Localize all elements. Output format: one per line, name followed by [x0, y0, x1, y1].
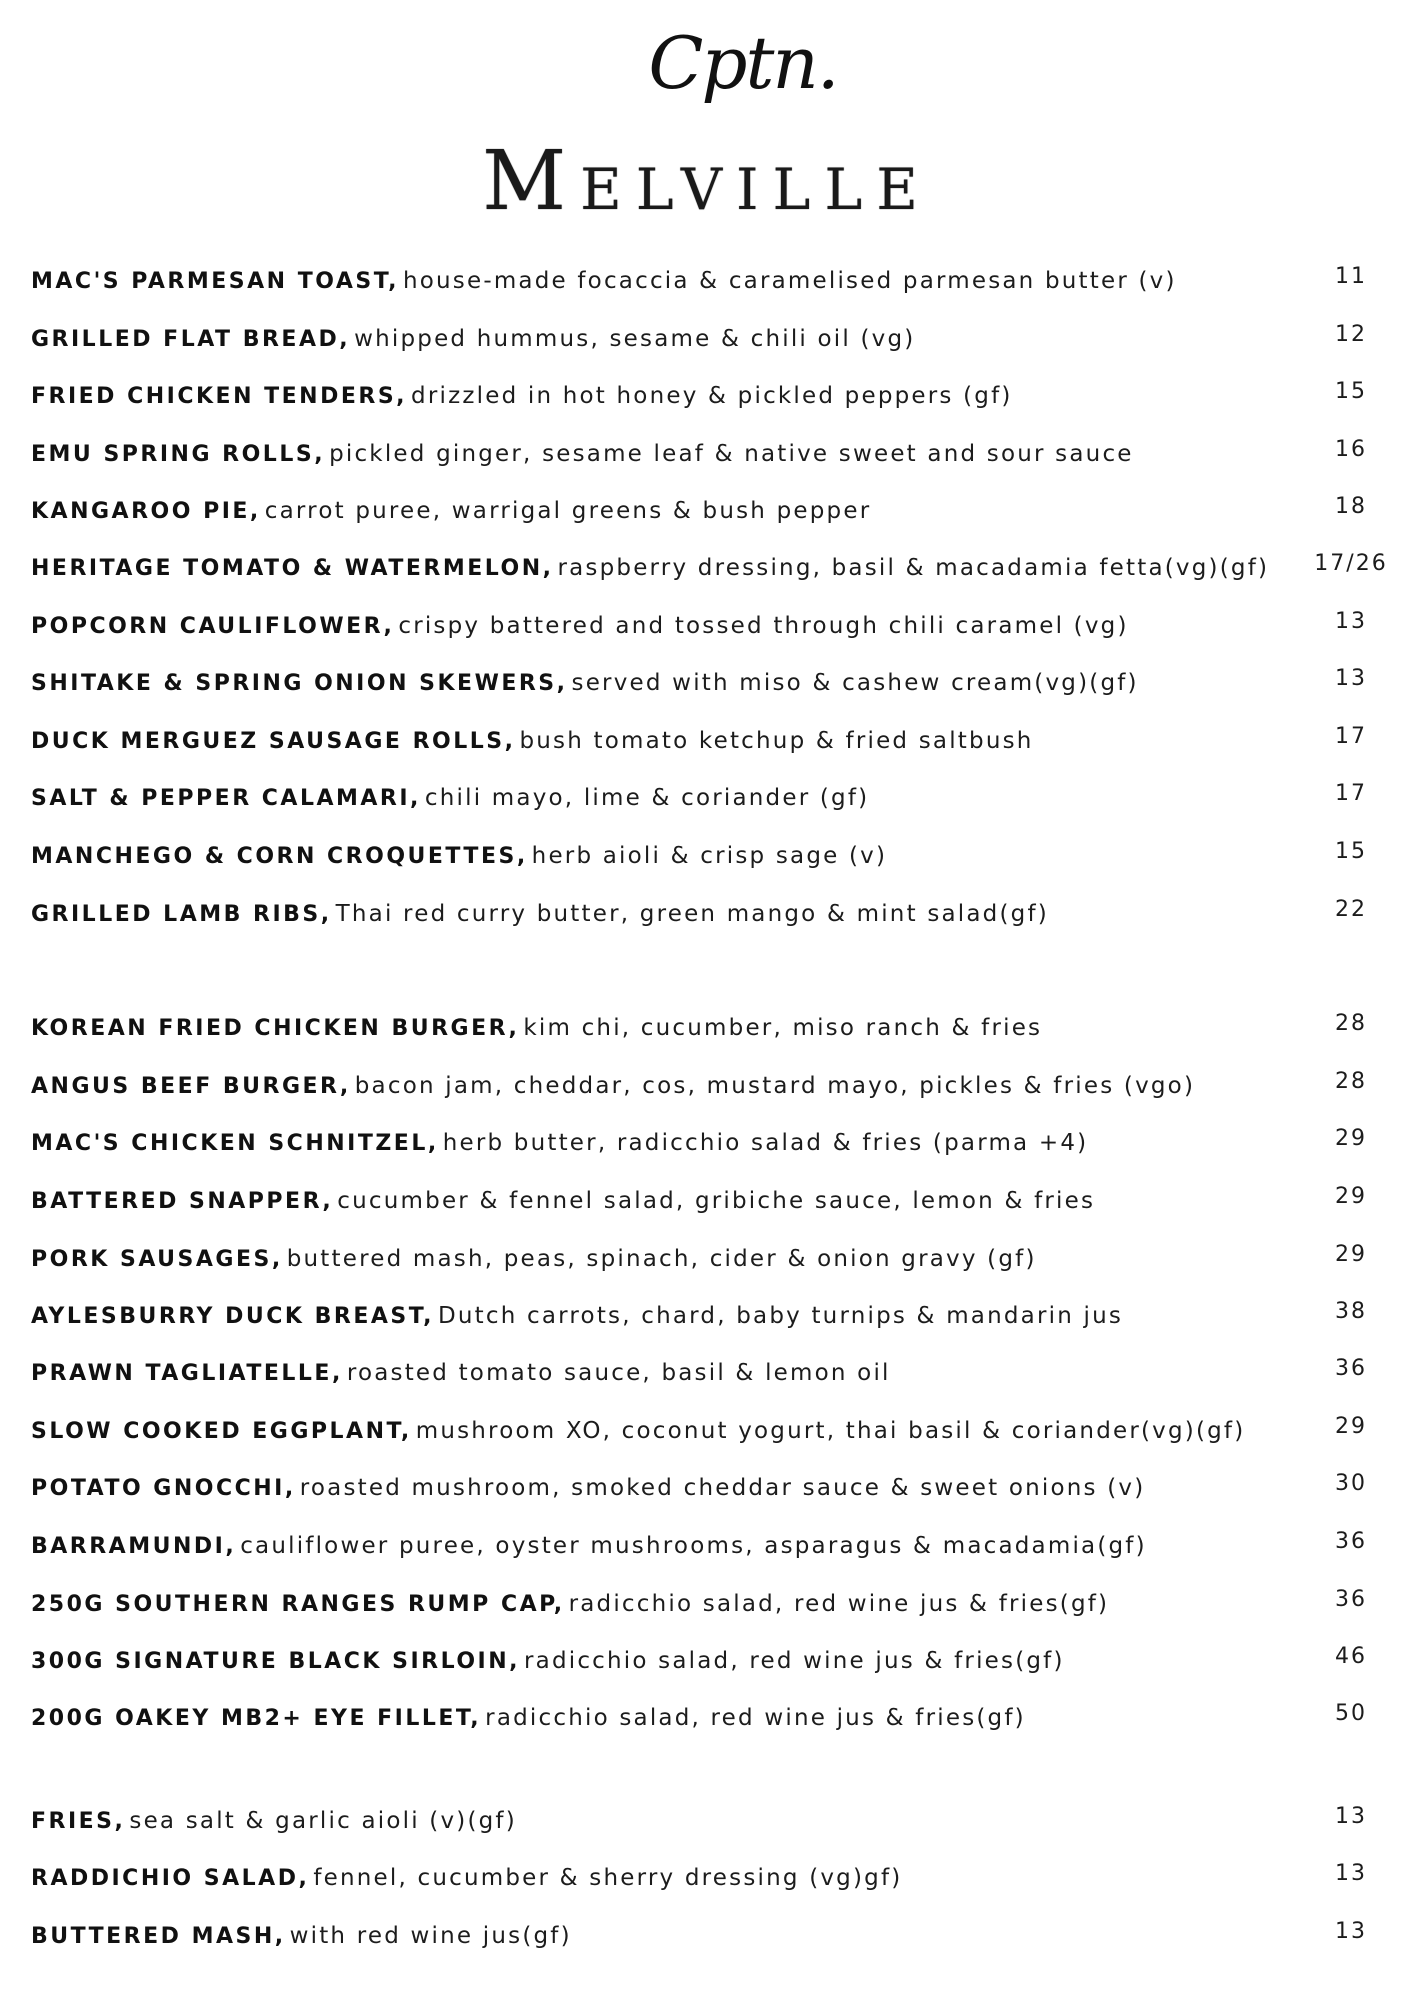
- menu-item: [31, 494, 1391, 528]
- item-description: mushroom XO, coconut yogurt, thai basil & coriander(vg)(gf): [415, 1418, 1246, 1444]
- item-price: 17/26: [1314, 551, 1388, 576]
- menu-item: [31, 1804, 1391, 1838]
- menu-item: [31, 1126, 1391, 1160]
- item-description: radicchio salad, red wine jus & fries(gf): [485, 1705, 1026, 1731]
- menu-item: [31, 437, 1391, 471]
- item-name: DUCK MERGUEZ SAUSAGE ROLLS,: [31, 729, 516, 754]
- item-name: HERITAGE TOMATO & WATERMELON,: [31, 556, 554, 581]
- item-name: KOREAN FRIED CHICKEN BURGER,: [31, 1016, 520, 1041]
- menu-item: [31, 264, 1391, 298]
- item-price: 13: [1335, 666, 1367, 691]
- menu-item: [31, 897, 1391, 931]
- item-name: GRILLED LAMB RIBS,: [31, 902, 332, 927]
- item-price: 46: [1335, 1644, 1367, 1669]
- menu-item: [31, 1471, 1391, 1505]
- item-name: MANCHEGO & CORN CROQUETTES,: [31, 844, 528, 869]
- item-name: MAC'S PARMESAN TOAST,: [31, 269, 399, 294]
- item-name: 200G OAKEY MB2+ EYE FILLET,: [31, 1706, 482, 1731]
- menu-item: [31, 666, 1391, 700]
- menu-item: [31, 781, 1391, 815]
- item-description: roasted tomato sauce, basil & lemon oil: [346, 1360, 891, 1386]
- item-name: POPCORN CAULIFLOWER,: [31, 614, 395, 639]
- item-price: 30: [1335, 1471, 1367, 1496]
- item-description: house-made focaccia & caramelised parmesan butter (v): [402, 268, 1177, 294]
- item-name: SHITAKE & SPRING ONION SKEWERS,: [31, 671, 568, 696]
- menu-item: [31, 1242, 1391, 1276]
- item-description: with red wine jus(gf): [289, 1923, 572, 1949]
- menu-item: [31, 379, 1391, 413]
- item-price: 17: [1335, 781, 1367, 806]
- item-price: 13: [1335, 609, 1367, 634]
- item-price: 16: [1335, 437, 1367, 462]
- item-description: roasted mushroom, smoked cheddar sauce & sweet onions (v): [299, 1475, 1146, 1501]
- menu-item: [31, 1701, 1391, 1735]
- menu-item: [31, 1861, 1391, 1895]
- item-description: kim chi, cucumber, miso ranch & fries: [523, 1015, 1043, 1041]
- item-description: radicchio salad, red wine jus & fries(gf): [568, 1591, 1110, 1617]
- item-name: BARRAMUNDI,: [31, 1534, 237, 1559]
- item-name: EMU SPRING ROLLS,: [31, 442, 326, 467]
- item-description: Thai red curry butter, green mango & mint salad(gf): [335, 901, 1049, 927]
- item-name: SLOW COOKED EGGPLANT,: [31, 1419, 412, 1444]
- item-description: carrot puree, warrigal greens & bush pepper: [264, 498, 872, 524]
- item-description: buttered mash, peas, spinach, cider & onion gravy (gf): [286, 1246, 1037, 1272]
- item-price: 50: [1335, 1701, 1367, 1726]
- item-description: pickled ginger, sesame leaf & native sweet and sour sauce: [329, 441, 1134, 467]
- item-price: 28: [1335, 1069, 1367, 1094]
- item-description: served with miso & cashew cream(vg)(gf): [571, 670, 1139, 696]
- item-name: BUTTERED MASH,: [31, 1924, 286, 1949]
- menu-item: [31, 322, 1391, 356]
- item-name: FRIES,: [31, 1809, 126, 1834]
- menu-item: [31, 1529, 1391, 1563]
- item-name: KANGAROO PIE,: [31, 499, 261, 524]
- item-name: ANGUS BEEF BURGER,: [31, 1074, 351, 1099]
- item-description: cauliflower puree, oyster mushrooms, asparagus & macadamia(gf): [240, 1533, 1147, 1559]
- item-name: 250G SOUTHERN RANGES RUMP CAP,: [31, 1592, 565, 1617]
- item-price: 28: [1335, 1011, 1367, 1036]
- item-description: raspberry dressing, basil & macadamia fetta(vg)(gf): [557, 555, 1270, 581]
- restaurant-logo: [0, 18, 1414, 230]
- menu-item: [31, 1184, 1391, 1218]
- item-name: GRILLED FLAT BREAD,: [31, 327, 351, 352]
- menu-item: [31, 1069, 1391, 1103]
- menu-item: [31, 609, 1391, 643]
- item-description: bacon jam, cheddar, cos, mustard mayo, pickles & fries (vgo): [354, 1073, 1196, 1099]
- item-price: 15: [1335, 379, 1367, 404]
- logo-script-title: Cptn.: [648, 21, 838, 105]
- item-name: RADDICHIO SALAD,: [31, 1866, 310, 1891]
- menu-item: [31, 1011, 1391, 1045]
- item-name: PORK SAUSAGES,: [31, 1247, 283, 1272]
- item-price: 36: [1335, 1356, 1367, 1381]
- item-price: 36: [1335, 1529, 1367, 1554]
- item-price: 13: [1335, 1861, 1367, 1886]
- logo-wordmark: Melville: [482, 134, 932, 229]
- item-price: 38: [1335, 1299, 1367, 1324]
- item-description: fennel, cucumber & sherry dressing (vg)gf): [313, 1865, 903, 1891]
- menu-item: [31, 1644, 1391, 1678]
- item-description: whipped hummus, sesame & chili oil (vg): [354, 326, 916, 352]
- item-description: herb aioli & crisp sage (v): [531, 843, 888, 869]
- item-description: Dutch carrots, chard, baby turnips & mandarin jus: [437, 1303, 1124, 1329]
- item-price: 11: [1335, 264, 1367, 289]
- item-price: 22: [1335, 897, 1367, 922]
- item-name: PRAWN TAGLIATELLE,: [31, 1361, 343, 1386]
- item-name: SALT & PEPPER CALAMARI,: [31, 786, 421, 811]
- item-name: FRIED CHICKEN TENDERS,: [31, 384, 408, 409]
- item-name: BATTERED SNAPPER,: [31, 1189, 334, 1214]
- item-price: 29: [1335, 1414, 1367, 1439]
- item-price: 29: [1335, 1242, 1367, 1267]
- item-description: cucumber & fennel salad, gribiche sauce, lemon & fries: [337, 1188, 1096, 1214]
- item-price: 13: [1335, 1804, 1367, 1829]
- item-description: chili mayo, lime & coriander (gf): [424, 785, 870, 811]
- item-price: 13: [1335, 1919, 1367, 1944]
- menu-item: [31, 1919, 1391, 1953]
- item-name: MAC'S CHICKEN SCHNITZEL,: [31, 1131, 439, 1156]
- item-name: AYLESBURRY DUCK BREAST,: [31, 1304, 434, 1329]
- menu-item: [31, 1356, 1391, 1390]
- item-price: 18: [1335, 494, 1367, 519]
- menu-item: [31, 839, 1391, 873]
- item-price: 12: [1335, 322, 1367, 347]
- item-price: 29: [1335, 1126, 1367, 1151]
- item-description: crispy battered and tossed through chili caramel (vg): [398, 613, 1129, 639]
- menu-item: [31, 724, 1391, 758]
- item-price: 17: [1335, 724, 1367, 749]
- item-description: herb butter, radicchio salad & fries (parma +4): [442, 1130, 1089, 1156]
- menu-item: [31, 1299, 1391, 1333]
- menu-item: [31, 1414, 1391, 1448]
- item-name: POTATO GNOCCHI,: [31, 1476, 296, 1501]
- item-price: 15: [1335, 839, 1367, 864]
- item-description: bush tomato ketchup & fried saltbush: [519, 728, 1034, 754]
- menu-item: [31, 1587, 1391, 1621]
- item-price: 29: [1335, 1184, 1367, 1209]
- item-description: drizzled in hot honey & pickled peppers (gf): [411, 383, 1013, 409]
- item-name: 300G SIGNATURE BLACK SIRLOIN,: [31, 1649, 520, 1674]
- item-price: 36: [1335, 1587, 1367, 1612]
- menu-item: [31, 551, 1391, 585]
- item-description: sea salt & garlic aioli (v)(gf): [129, 1808, 517, 1834]
- item-description: radicchio salad, red wine jus & fries(gf): [524, 1648, 1065, 1674]
